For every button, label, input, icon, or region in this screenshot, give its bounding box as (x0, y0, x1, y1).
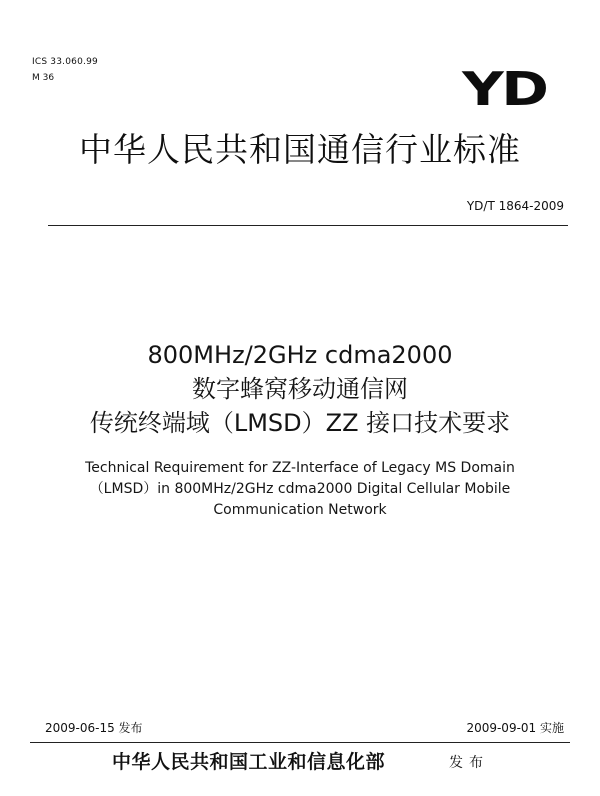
implementation-date: 2009-09-01 实施 (466, 721, 564, 735)
issuing-authority: 中华人民共和国工业和信息化部 (112, 751, 386, 773)
chinese-title-line-2: 数字蜂窝移动通信网 (192, 375, 408, 403)
english-title-line-3: Communication Network (213, 502, 387, 518)
issuer-verb: 发布 (449, 755, 489, 771)
standard-number: YD/T 1864-2009 (466, 199, 564, 213)
chinese-title-line-3: 传统终端域（LMSD）ZZ 接口技术要求 (89, 409, 511, 437)
yd-logo: YD (461, 62, 546, 116)
english-title-line-1: Technical Requirement for ZZ-Interface of Legacy MS Domain (85, 460, 515, 476)
bottom-divider (30, 742, 570, 743)
english-title (0, 458, 600, 521)
top-divider (48, 225, 568, 226)
ics-code: ICS 33.060.99 (32, 57, 98, 67)
ccs-code: M 36 (32, 73, 55, 83)
standard-title: 中华人民共和国通信行业标准 (79, 130, 521, 169)
english-title-line-2: （LMSD）in 800MHz/2GHz cdma2000 Digital Cellular Mobile (89, 481, 511, 497)
issue-date: 2009-06-15 发布 (45, 721, 143, 735)
chinese-title-line-1: 800MHz/2GHz cdma2000 (147, 341, 453, 369)
chinese-title (0, 338, 600, 440)
